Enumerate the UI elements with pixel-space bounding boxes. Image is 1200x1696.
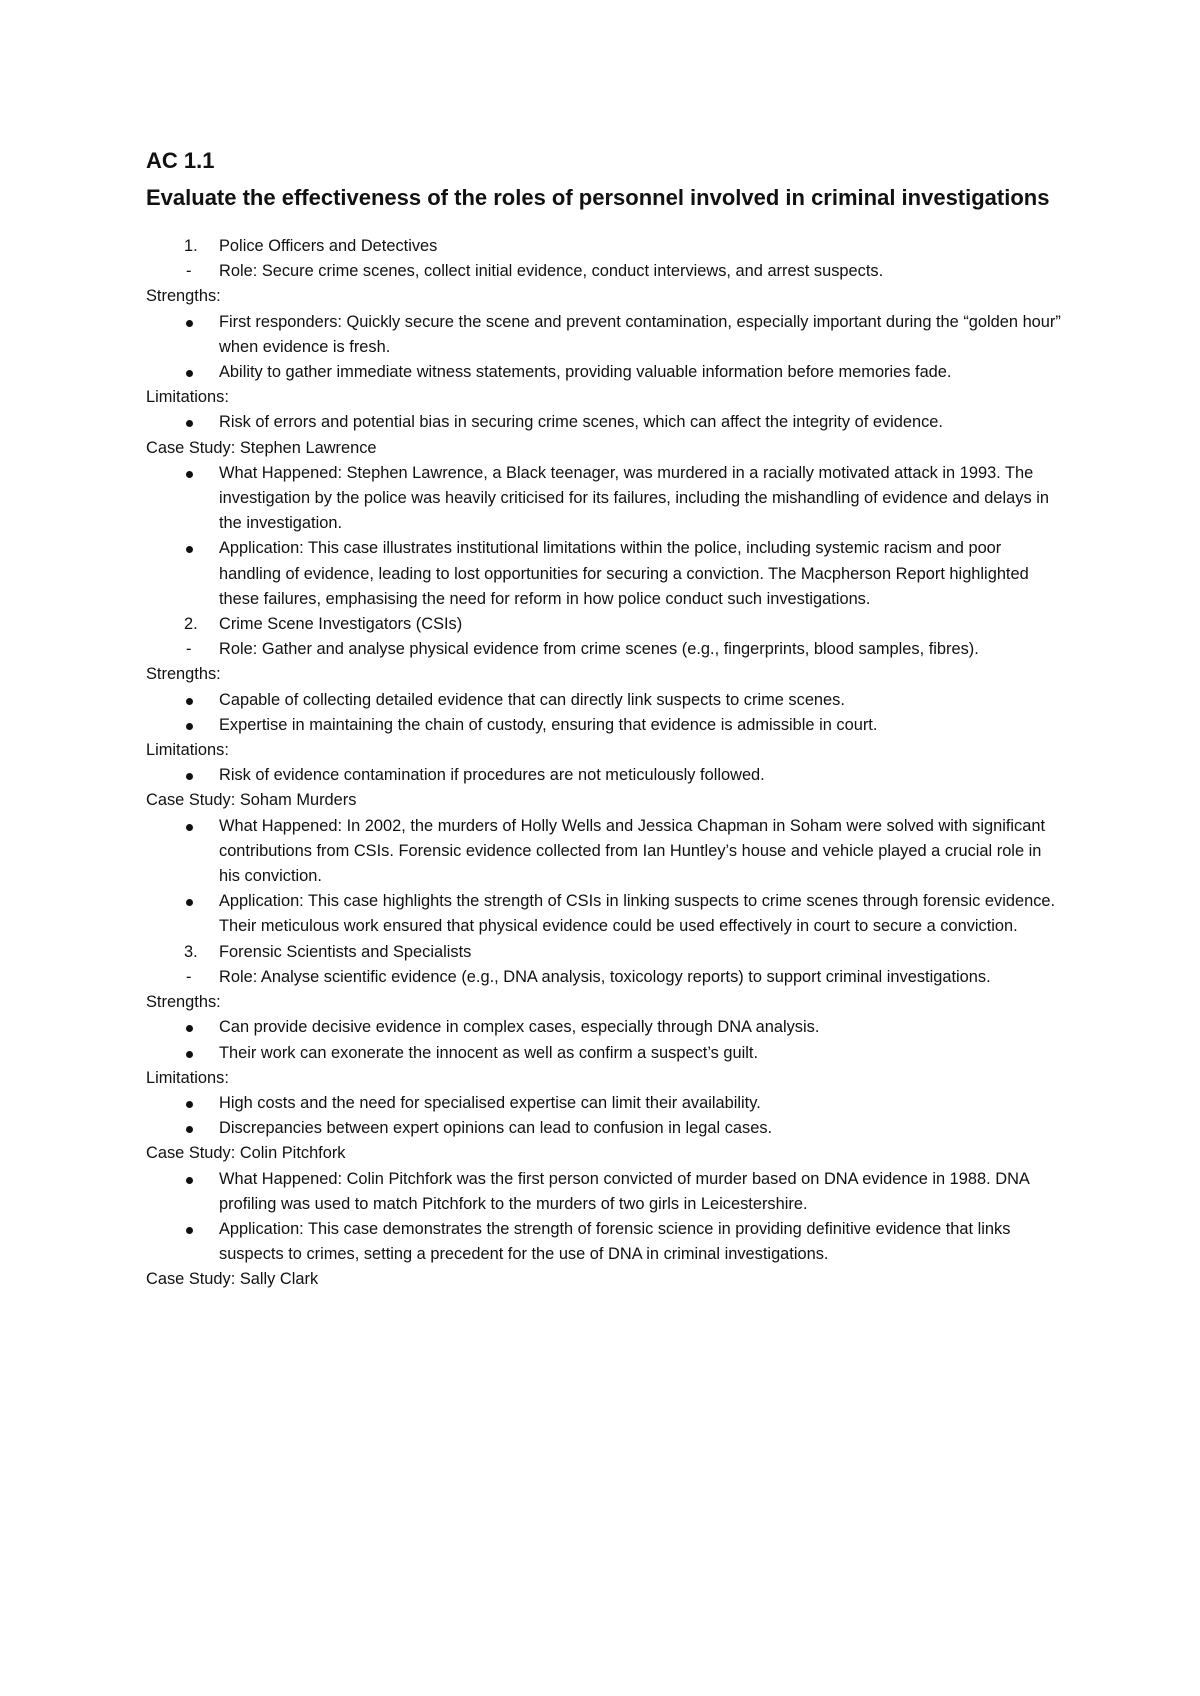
bullet-icon	[186, 824, 193, 831]
list-item: High costs and the need for specialised expertise can limit their availability.	[146, 1091, 1066, 1116]
strengths-label: Strengths:	[146, 665, 221, 684]
list-item: Ability to gather immediate witness statements, providing valuable information before memories fade.	[146, 360, 1066, 385]
section-forensic-scientists	[146, 940, 1066, 1268]
bullet-icon	[186, 370, 193, 377]
bullet-icon	[186, 698, 193, 705]
list-item: Application: This case illustrates institutional limitations within the police, including systemic racism and poor handling of evidence, leading to lost opportunities for securing a conviction. The Macpherson Report highlighted these failures, emphasising the need for reform in how police conduct such investigations.	[146, 536, 1066, 612]
list-item: Expertise in maintaining the chain of custody, ensuring that evidence is admissible in court.	[146, 713, 1066, 738]
strengths-label: Strengths:	[146, 993, 221, 1012]
case-study-title: Case Study: Colin Pitchfork	[146, 1144, 346, 1163]
bullet-icon	[186, 1101, 193, 1108]
bullet-icon	[186, 420, 193, 427]
list-item: Discrepancies between expert opinions can lead to confusion in legal cases.	[146, 1116, 1066, 1141]
list-item: What Happened: In 2002, the murders of Holly Wells and Jessica Chapman in Soham were solved with significant contributions from CSIs. Forensic evidence collected from Ian Huntley’s house and vehicle played a crucial role in his conviction.	[146, 814, 1066, 890]
list-item: Capable of collecting detailed evidence that can directly link suspects to crime scenes.	[146, 688, 1066, 713]
bullet-icon	[186, 320, 193, 327]
limitations-label: Limitations:	[146, 1068, 229, 1087]
document-title: Evaluate the effectiveness of the roles of personnel involved in criminal investigations	[146, 185, 1050, 210]
list-item: What Happened: Colin Pitchfork was the first person convicted of murder based on DNA evidence in 1988. DNA profiling was used to match Pitchfork to the murders of two girls in Leicestershire.	[146, 1167, 1066, 1217]
section-police	[146, 234, 1066, 612]
list-item: Their work can exonerate the innocent as well as confirm a suspect’s guilt.	[146, 1041, 1066, 1066]
bullet-icon	[186, 1051, 193, 1058]
limitations-label: Limitations:	[146, 388, 229, 407]
section-heading: 1. Police Officers and Detectives	[184, 237, 438, 255]
document-page	[146, 146, 1066, 1293]
list-item: What Happened: Stephen Lawrence, a Black teenager, was murdered in a racially motivated attack in 1993. The investigation by the police was heavily criticised for its failures, including the mishandling of evidence and delays in the investigation.	[146, 461, 1066, 537]
section-role: - Role: Analyse scientific evidence (e.g., DNA analysis, toxicology reports) to support criminal investigations.	[186, 967, 991, 986]
bullet-icon	[186, 1177, 193, 1184]
bullet-icon	[186, 1025, 193, 1032]
section-role: - Role: Secure crime scenes, collect initial evidence, conduct interviews, and arrest suspects.	[186, 262, 884, 281]
bullet-icon	[186, 1126, 193, 1133]
case-study-title: Case Study: Stephen Lawrence	[146, 438, 377, 457]
list-item: Can provide decisive evidence in complex cases, especially through DNA analysis.	[146, 1015, 1066, 1040]
bullet-icon	[186, 773, 193, 780]
document-code: AC 1.1	[146, 148, 215, 173]
list-item: Application: This case highlights the strength of CSIs in linking suspects to crime scenes through forensic evidence. Their meticulous work ensured that physical evidence could be used effectively in court to secure a conviction.	[146, 889, 1066, 939]
bullet-icon	[186, 471, 193, 478]
list-item: Risk of evidence contamination if procedures are not meticulously followed.	[146, 763, 1066, 788]
document-body	[146, 234, 1066, 1293]
section-role: - Role: Gather and analyse physical evidence from crime scenes (e.g., fingerprints, blood samples, fibres).	[186, 640, 979, 659]
bullet-icon	[186, 723, 193, 730]
section-csi	[146, 612, 1066, 940]
bullet-icon	[186, 546, 193, 553]
case-study-title: Case Study: Sally Clark	[146, 1270, 319, 1289]
case-study-title: Case Study: Soham Murders	[146, 791, 357, 810]
bullet-icon	[186, 1227, 193, 1234]
bullet-icon	[186, 899, 193, 906]
list-item: Risk of errors and potential bias in securing crime scenes, which can affect the integrity of evidence.	[146, 410, 1066, 435]
list-item: Application: This case demonstrates the strength of forensic science in providing definitive evidence that links suspects to crimes, setting a precedent for the use of DNA in criminal investigations.	[146, 1217, 1066, 1267]
limitations-label: Limitations:	[146, 741, 229, 760]
list-item: First responders: Quickly secure the scene and prevent contamination, especially important during the “golden hour” when evidence is fresh.	[146, 310, 1066, 360]
section-heading: 3. Forensic Scientists and Specialists	[184, 942, 472, 961]
section-heading: 2. Crime Scene Investigators (CSIs)	[184, 615, 463, 634]
strengths-label: Strengths:	[146, 287, 221, 306]
